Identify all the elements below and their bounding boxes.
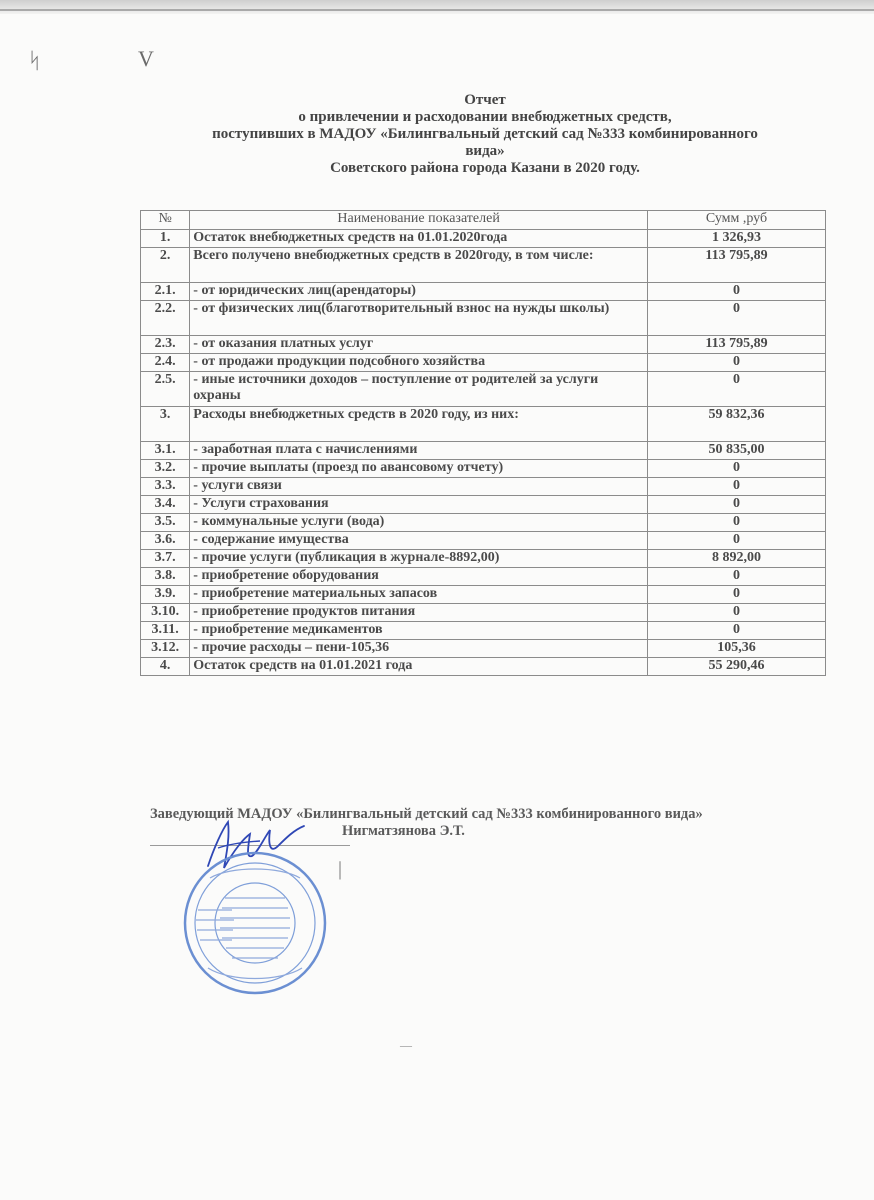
- table-row: [141, 230, 826, 248]
- table-row: [141, 496, 826, 514]
- table-row: [141, 568, 826, 586]
- table-row: [141, 622, 826, 640]
- row-num: 2.3.: [141, 336, 190, 354]
- row-name: Расходы внебюджетных средств в 2020 году, из них:: [190, 407, 648, 442]
- row-sum: 55 290,46: [647, 658, 825, 676]
- row-num: 2.5.: [141, 372, 190, 407]
- row-name: - от оказания платных услуг: [190, 336, 648, 354]
- director-name: Нигматзянова Э.Т.: [342, 823, 465, 839]
- row-name: - приобретение медикаментов: [190, 622, 648, 640]
- row-sum: 0: [647, 354, 825, 372]
- row-num: 3.9.: [141, 586, 190, 604]
- table-row: [141, 550, 826, 568]
- title-line: поступивших в МАДОУ «Билингвальный детский сад №333 комбинированного: [212, 126, 758, 142]
- row-name: Всего получено внебюджетных средств в 2020году, в том числе:: [190, 248, 648, 283]
- table-row: [141, 407, 826, 442]
- director-title: Заведующий МАДОУ «Билингвальный детский сад №333 комбинированного вида»: [150, 806, 703, 822]
- table-row: [141, 283, 826, 301]
- row-sum: 105,36: [647, 640, 825, 658]
- row-sum: 0: [647, 622, 825, 640]
- row-name: - заработная плата с начислениями: [190, 442, 648, 460]
- scan-smudge: |: [338, 858, 343, 880]
- row-num: 3.6.: [141, 532, 190, 550]
- row-sum: 50 835,00: [647, 442, 825, 460]
- row-sum: 0: [647, 372, 825, 407]
- table-row: [141, 586, 826, 604]
- row-sum: 0: [647, 478, 825, 496]
- row-name: - прочие выплаты (проезд по авансовому отчету): [190, 460, 648, 478]
- report-title: [140, 92, 830, 177]
- table-row: [141, 354, 826, 372]
- scan-smudge: V: [138, 46, 154, 71]
- row-num: 1.: [141, 230, 190, 248]
- row-sum: 0: [647, 301, 825, 336]
- row-sum: 0: [647, 283, 825, 301]
- col-header-sum: Сумм ,руб: [647, 211, 825, 230]
- row-name: - приобретение оборудования: [190, 568, 648, 586]
- row-name: - Услуги страхования: [190, 496, 648, 514]
- row-num: 2.4.: [141, 354, 190, 372]
- row-name: - прочие услуги (публикация в журнале-8892,00): [190, 550, 648, 568]
- row-sum: 0: [647, 514, 825, 532]
- row-name: Остаток средств на 01.01.2021 года: [190, 658, 648, 676]
- row-name: - иные источники доходов – поступление от родителей за услуги охраны: [190, 372, 648, 407]
- scan-edge: [0, 0, 874, 14]
- row-num: 3.11.: [141, 622, 190, 640]
- table-row: [141, 658, 826, 676]
- table-row: [141, 336, 826, 354]
- row-name: - прочие расходы – пени-105,36: [190, 640, 648, 658]
- row-name: - от физических лиц(благотворительный взнос на нужды школы): [190, 301, 648, 336]
- table-row: [141, 248, 826, 283]
- row-num: 2.1.: [141, 283, 190, 301]
- table-row: [141, 478, 826, 496]
- table-header-row: [141, 211, 826, 230]
- table-row: [141, 532, 826, 550]
- row-sum: 0: [647, 460, 825, 478]
- table-row: [141, 514, 826, 532]
- row-sum: 0: [647, 568, 825, 586]
- row-num: 2.: [141, 248, 190, 283]
- col-header-num: №: [141, 211, 190, 230]
- row-sum: 59 832,36: [647, 407, 825, 442]
- row-sum: 0: [647, 586, 825, 604]
- col-header-name: Наименование показателей: [190, 211, 648, 230]
- scan-artifact-line: [0, 9, 874, 11]
- title-line: о привлечении и расходовании внебюджетных средств,: [298, 109, 672, 125]
- row-name: Остаток внебюджетных средств на 01.01.2020года: [190, 230, 648, 248]
- row-num: 3.12.: [141, 640, 190, 658]
- row-name: - приобретение материальных запасов: [190, 586, 648, 604]
- row-sum: 8 892,00: [647, 550, 825, 568]
- row-name: - от юридических лиц(арендаторы): [190, 283, 648, 301]
- row-num: 3.8.: [141, 568, 190, 586]
- row-name: - от продажи продукции подсобного хозяйства: [190, 354, 648, 372]
- row-name: - приобретение продуктов питания: [190, 604, 648, 622]
- row-sum: 0: [647, 496, 825, 514]
- table-row: [141, 604, 826, 622]
- row-num: 3.7.: [141, 550, 190, 568]
- row-num: 2.2.: [141, 301, 190, 336]
- row-name: - коммунальные услуги (вода): [190, 514, 648, 532]
- title-line: Отчет: [464, 92, 506, 108]
- official-stamp-seal: [180, 848, 330, 998]
- row-sum: 0: [647, 532, 825, 550]
- row-num: 4.: [141, 658, 190, 676]
- row-name: - услуги связи: [190, 478, 648, 496]
- row-num: 3.2.: [141, 460, 190, 478]
- table-row: [141, 640, 826, 658]
- table-row: [141, 460, 826, 478]
- row-num: 3.: [141, 407, 190, 442]
- table-row: [141, 301, 826, 336]
- row-num: 3.4.: [141, 496, 190, 514]
- scan-smudge: ᛋ: [28, 48, 42, 73]
- row-sum: 113 795,89: [647, 248, 825, 283]
- row-num: 3.10.: [141, 604, 190, 622]
- row-sum: 1 326,93: [647, 230, 825, 248]
- title-line: Советского района города Казани в 2020 году.: [330, 160, 640, 176]
- table-row: [141, 372, 826, 407]
- row-num: 3.1.: [141, 442, 190, 460]
- row-name: - содержание имущества: [190, 532, 648, 550]
- row-sum: 0: [647, 604, 825, 622]
- scan-smudge: —: [400, 1038, 412, 1052]
- row-sum: 113 795,89: [647, 336, 825, 354]
- table-row: [141, 442, 826, 460]
- row-num: 3.3.: [141, 478, 190, 496]
- report-table: [140, 210, 826, 676]
- title-line: вида»: [465, 143, 505, 159]
- row-num: 3.5.: [141, 514, 190, 532]
